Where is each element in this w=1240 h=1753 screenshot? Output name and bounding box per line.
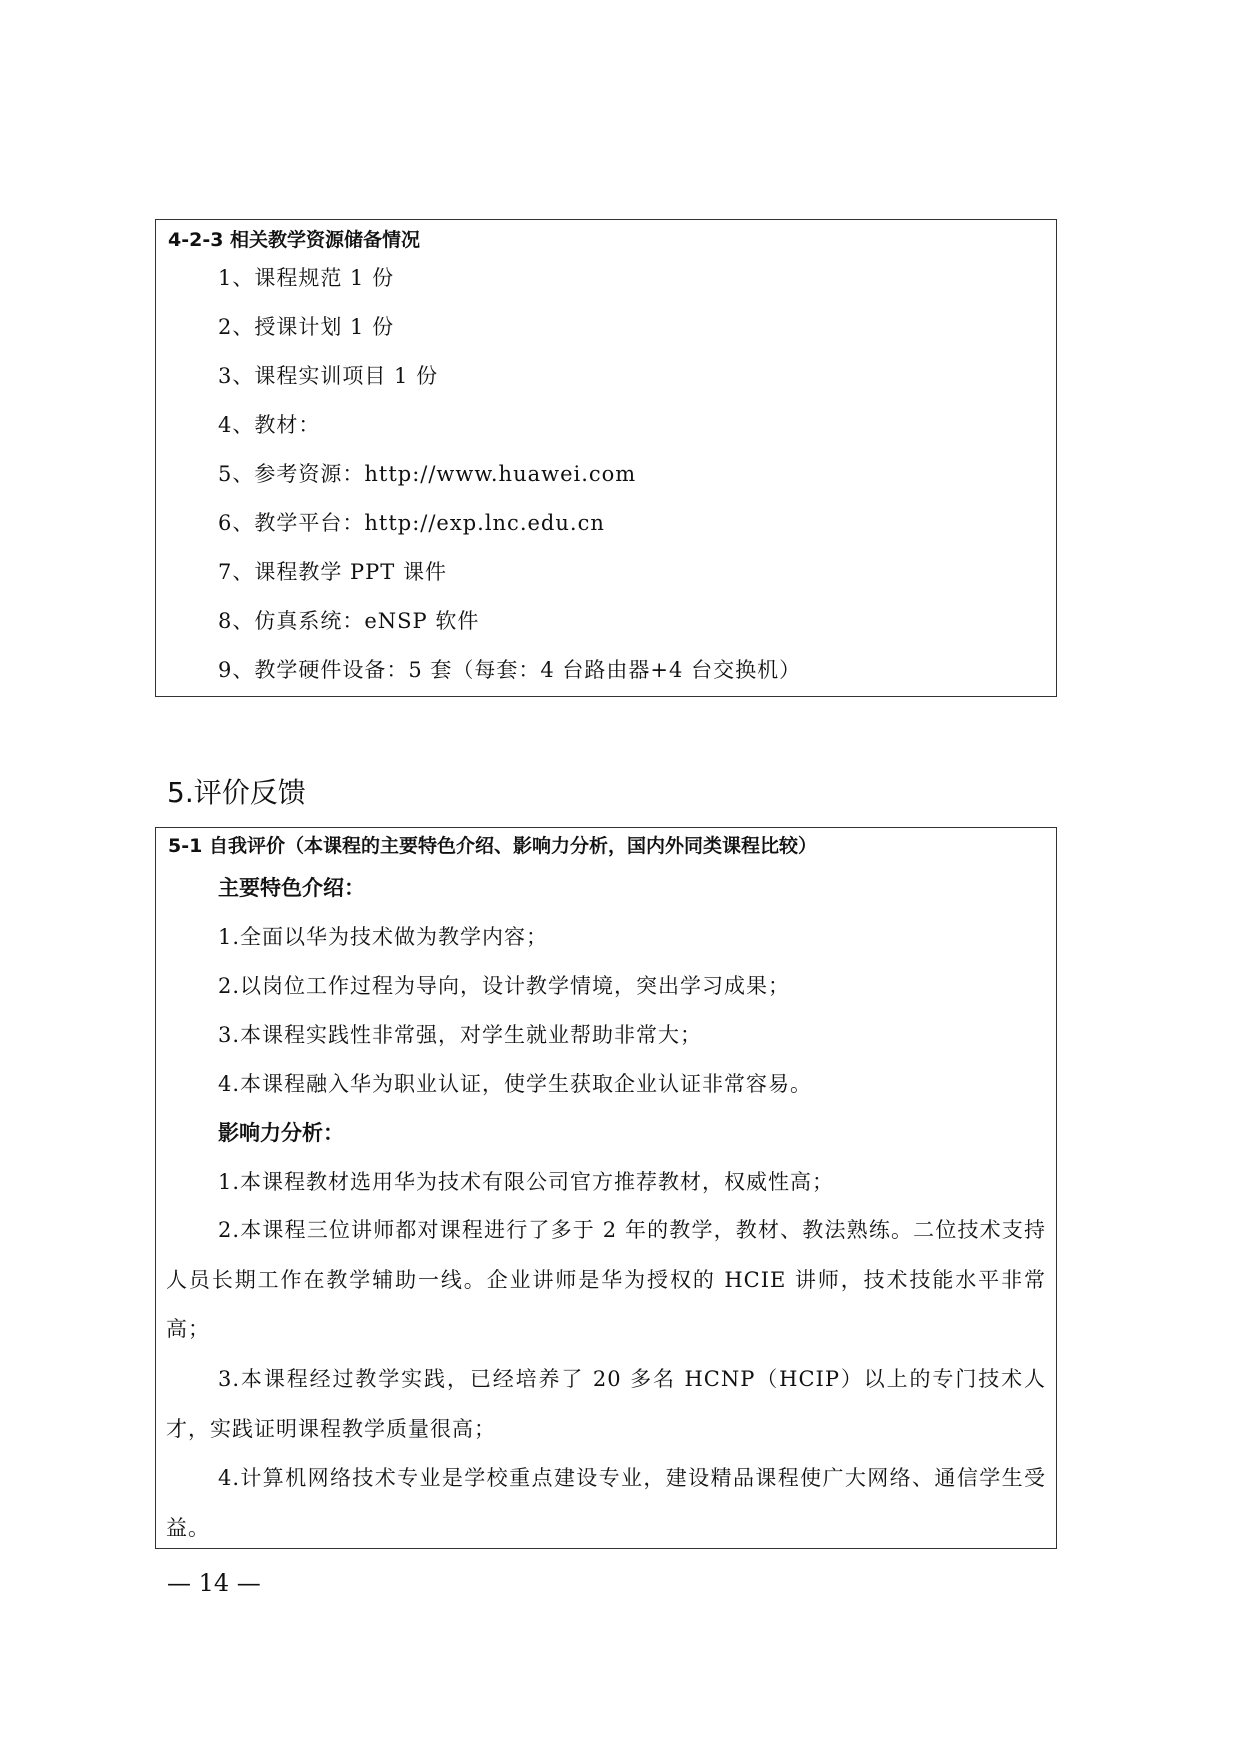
section-title: 5.评价反馈 — [167, 776, 306, 809]
influence-heading: 影响力分析： — [218, 1121, 344, 1145]
evaluation-box — [155, 827, 1057, 1549]
influence-paragraph: 2.本课程三位讲师都对课程进行了多于 2 年的教学，教材、教法熟练。二位技术支持人员长期工作在教学辅助一线。企业讲师是华为授权的 HCIE 讲师，技术技能水平非常高； — [166, 1218, 1046, 1341]
resources-title: 4-2-3 相关教学资源储备情况 — [168, 229, 421, 251]
influence-item: 1.本课程教材选用华为技术有限公司官方推荐教材，权威性高； — [218, 1170, 835, 1194]
resources-box — [155, 219, 1057, 697]
resource-item: 8、仿真系统：eNSP 软件 — [218, 609, 480, 633]
influence-paragraph: 4.计算机网络技术专业是学校重点建设专业，建设精品课程使广大网络、通信学生受益。 — [166, 1466, 1046, 1540]
resource-item: 6、教学平台：http://exp.lnc.edu.cn — [218, 511, 605, 535]
features-heading: 主要特色介绍： — [218, 876, 365, 900]
resource-item: 5、参考资源：http://www.huawei.com — [218, 462, 637, 486]
resource-item: 4、教材： — [218, 413, 321, 437]
resource-item: 9、教学硬件设备：5 套（每套：4 台路由器+4 台交换机） — [218, 658, 802, 682]
feature-item: 3.本课程实践性非常强，对学生就业帮助非常大； — [218, 1023, 703, 1047]
feature-item: 4.本课程融入华为职业认证，使学生获取企业认证非常容易。 — [218, 1072, 813, 1096]
feature-item: 1.全面以华为技术做为教学内容； — [218, 925, 549, 949]
resource-item: 3、课程实训项目 1 份 — [218, 364, 439, 388]
influence-paragraph: 3.本课程经过教学实践，已经培养了 20 多名 HCNP（HCIP）以上的专门技术人才，实践证明课程教学质量很高； — [166, 1367, 1046, 1441]
resource-item: 7、课程教学 PPT 课件 — [218, 560, 447, 584]
resource-item: 1、课程规范 1 份 — [218, 266, 395, 290]
evaluation-title: 5-1 自我评价（本课程的主要特色介绍、影响力分析，国内外同类课程比较） — [168, 835, 817, 857]
feature-item: 2.以岗位工作过程为导向，设计教学情境，突出学习成果； — [218, 974, 791, 998]
resource-item: 2、授课计划 1 份 — [218, 315, 395, 339]
page-number: — 14 — — [167, 1569, 261, 1597]
